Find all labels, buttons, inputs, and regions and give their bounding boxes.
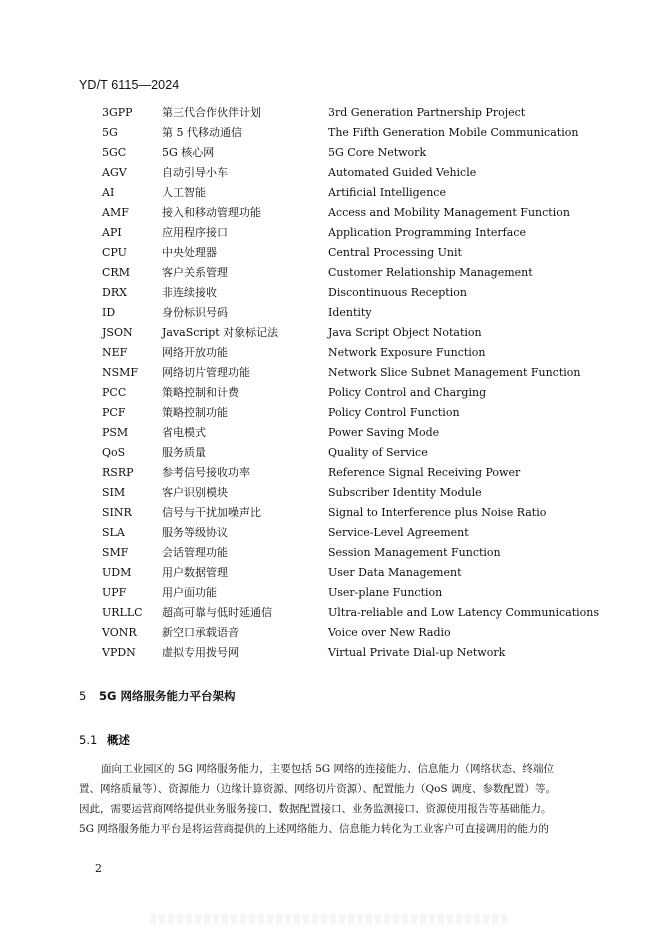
abbreviation-row <box>102 383 602 403</box>
abbreviation-row <box>102 243 602 263</box>
abbreviation-english: Subscriber Identity Module <box>328 486 482 499</box>
abbreviation-row <box>102 463 602 483</box>
abbreviation-row <box>102 203 602 223</box>
abbreviation-chinese: 人工智能 <box>162 186 206 199</box>
abbreviation-row <box>102 643 602 663</box>
abbreviation-english: Access and Mobility Management Function <box>328 206 570 219</box>
abbreviation-english: Application Programming Interface <box>328 226 526 239</box>
abbreviation-row <box>102 583 602 603</box>
abbreviation-chinese: 第三代合作伙伴计划 <box>162 106 261 119</box>
abbreviation-chinese: 超高可靠与低时延通信 <box>162 606 272 619</box>
abbreviation-term: SMF <box>102 546 129 559</box>
abbreviation-chinese: 网络切片管理功能 <box>162 366 250 379</box>
abbreviation-chinese: 应用程序接口 <box>162 226 228 239</box>
abbreviation-english: User Data Management <box>328 566 462 579</box>
abbreviation-row <box>102 563 602 583</box>
section-5-1-title: 概述 <box>107 733 130 747</box>
abbreviation-term: JSON <box>102 326 133 339</box>
abbreviation-row <box>102 443 602 463</box>
abbreviation-english: Artificial Intelligence <box>328 186 446 199</box>
abbreviation-term: UDM <box>102 566 132 579</box>
abbreviation-row <box>102 543 602 563</box>
abbreviation-english: Ultra-reliable and Low Latency Communications <box>328 606 600 619</box>
abbreviation-english: Signal to Interference plus Noise Ratio <box>328 506 547 519</box>
abbreviation-chinese: 策略控制功能 <box>162 406 228 419</box>
abbreviation-english: 3rd Generation Partnership Project <box>328 106 526 119</box>
abbreviation-term: UPF <box>102 586 127 599</box>
footer-watermark-strip <box>150 914 510 924</box>
abbreviation-english: Central Processing Unit <box>328 246 462 259</box>
abbreviation-chinese: 省电模式 <box>162 426 206 439</box>
abbreviation-english: Automated Guided Vehicle <box>328 166 477 179</box>
abbreviation-english: User-plane Function <box>328 586 443 599</box>
abbreviation-english: Service-Level Agreement <box>328 526 469 539</box>
section-5-number: 5 <box>79 689 87 703</box>
abbreviation-term: AI <box>102 186 115 199</box>
abbreviation-english: Discontinuous Reception <box>328 286 467 299</box>
abbreviation-english: Java Script Object Notation <box>328 326 482 339</box>
abbreviation-row <box>102 183 602 203</box>
abbreviation-row <box>102 123 602 143</box>
abbreviation-term: VONR <box>102 626 137 639</box>
abbreviation-term: URLLC <box>102 606 143 619</box>
section-5-1-number: 5.1 <box>79 733 98 747</box>
abbreviation-chinese: 会话管理功能 <box>162 546 228 559</box>
abbreviation-english: Voice over New Radio <box>328 626 451 639</box>
abbreviation-chinese: 策略控制和计费 <box>162 386 239 399</box>
abbreviation-row <box>102 263 602 283</box>
abbreviation-english: Power Saving Mode <box>328 426 440 439</box>
abbreviation-chinese: 5G 核心网 <box>162 146 215 159</box>
abbreviation-term: PSM <box>102 426 129 439</box>
abbreviation-term: PCF <box>102 406 126 419</box>
abbreviation-english: Reference Signal Receiving Power <box>328 466 521 479</box>
abbreviation-english: Customer Relationship Management <box>328 266 533 279</box>
page-number: 2 <box>95 862 102 875</box>
abbreviation-chinese: 新空口承载语音 <box>162 626 239 639</box>
abbreviation-row <box>102 403 602 423</box>
abbreviation-term: NSMF <box>102 366 139 379</box>
abbreviation-chinese: 身份标识号码 <box>162 306 228 319</box>
abbreviation-term: RSRP <box>102 466 134 479</box>
abbreviation-chinese: 客户识别模块 <box>162 486 228 499</box>
abbreviation-term: CRM <box>102 266 130 279</box>
abbreviation-chinese: 用户面功能 <box>162 586 217 599</box>
abbreviation-english: Network Slice Subnet Management Function <box>328 366 581 379</box>
abbreviation-chinese: 自动引导小车 <box>162 166 228 179</box>
abbreviation-term: 5GC <box>102 146 127 159</box>
abbreviation-english: The Fifth Generation Mobile Communication <box>328 126 579 139</box>
abbreviation-term: 3GPP <box>102 106 133 119</box>
abbreviation-row <box>102 163 602 183</box>
abbreviation-english: Session Management Function <box>328 546 501 559</box>
abbreviation-term: 5G <box>102 126 118 139</box>
abbreviation-english: Policy Control and Charging <box>328 386 487 399</box>
abbreviation-term: ID <box>102 306 116 319</box>
abbreviation-row <box>102 523 602 543</box>
overview-paragraph <box>79 759 599 839</box>
abbreviation-row <box>102 103 602 123</box>
abbreviation-row <box>102 503 602 523</box>
abbreviation-term: DRX <box>102 286 127 299</box>
abbreviation-term: VPDN <box>102 646 136 659</box>
abbreviation-row <box>102 623 602 643</box>
abbreviation-chinese: 客户关系管理 <box>162 266 228 279</box>
abbreviation-chinese: 服务等级协议 <box>162 526 228 539</box>
document-code-header: YD/T 6115—2024 <box>79 78 180 92</box>
paragraph-line: 面向工业园区的 5G 网络服务能力，主要包括 5G 网络的连接能力、信息能力（网络状态、终端位 <box>101 763 554 775</box>
abbreviation-term: AMF <box>102 206 129 219</box>
abbreviation-chinese: 网络开放功能 <box>162 346 228 359</box>
abbreviation-row <box>102 423 602 443</box>
abbreviation-list <box>102 103 602 663</box>
abbreviation-chinese: 中央处理器 <box>162 246 217 259</box>
abbreviation-term: CPU <box>102 246 127 259</box>
abbreviation-english: Identity <box>328 306 372 319</box>
section-5-heading <box>79 688 235 704</box>
abbreviation-row <box>102 323 602 343</box>
section-5-title: 5G 网络服务能力平台架构 <box>99 689 236 703</box>
abbreviation-term: PCC <box>102 386 127 399</box>
abbreviation-chinese: 虚拟专用拨号网 <box>162 646 239 659</box>
abbreviation-term: QoS <box>102 446 126 459</box>
abbreviation-english: 5G Core Network <box>328 146 427 159</box>
abbreviation-english: Virtual Private Dial-up Network <box>328 646 506 659</box>
abbreviation-row <box>102 363 602 383</box>
abbreviation-row <box>102 283 602 303</box>
abbreviation-chinese: 接入和移动管理功能 <box>162 206 261 219</box>
abbreviation-row <box>102 603 602 623</box>
abbreviation-term: NEF <box>102 346 128 359</box>
abbreviation-chinese: 参考信号接收功率 <box>162 466 250 479</box>
abbreviation-chinese: 服务质量 <box>162 446 206 459</box>
abbreviation-english: Policy Control Function <box>328 406 460 419</box>
paragraph-line: 置、网络质量等）、资源能力（边缘计算资源、网络切片资源）、配置能力（QoS 调度、参数配置）等。 <box>79 783 556 795</box>
paragraph-line: 5G 网络服务能力平台是将运营商提供的上述网络能力、信息能力转化为工业客户可直接调用的能力的 <box>79 823 549 835</box>
abbreviation-chinese: 第 5 代移动通信 <box>162 126 242 139</box>
abbreviation-english: Network Exposure Function <box>328 346 486 359</box>
abbreviation-row <box>102 143 602 163</box>
abbreviation-chinese: JavaScript 对象标记法 <box>162 326 279 339</box>
abbreviation-row <box>102 343 602 363</box>
abbreviation-chinese: 非连续接收 <box>162 286 217 299</box>
abbreviation-term: SINR <box>102 506 132 519</box>
abbreviation-term: SLA <box>102 526 125 539</box>
abbreviation-term: AGV <box>102 166 127 179</box>
abbreviation-row <box>102 223 602 243</box>
abbreviation-chinese: 用户数据管理 <box>162 566 228 579</box>
section-5-1-heading <box>79 732 130 748</box>
abbreviation-term: API <box>102 226 122 239</box>
abbreviation-chinese: 信号与干扰加噪声比 <box>162 506 261 519</box>
abbreviation-term: SIM <box>102 486 126 499</box>
abbreviation-row <box>102 483 602 503</box>
abbreviation-english: Quality of Service <box>328 446 428 459</box>
abbreviation-row <box>102 303 602 323</box>
paragraph-line: 因此，需要运营商网络提供业务服务接口、数据配置接口、业务监测接口、资源使用报告等基础能力。 <box>79 803 552 815</box>
